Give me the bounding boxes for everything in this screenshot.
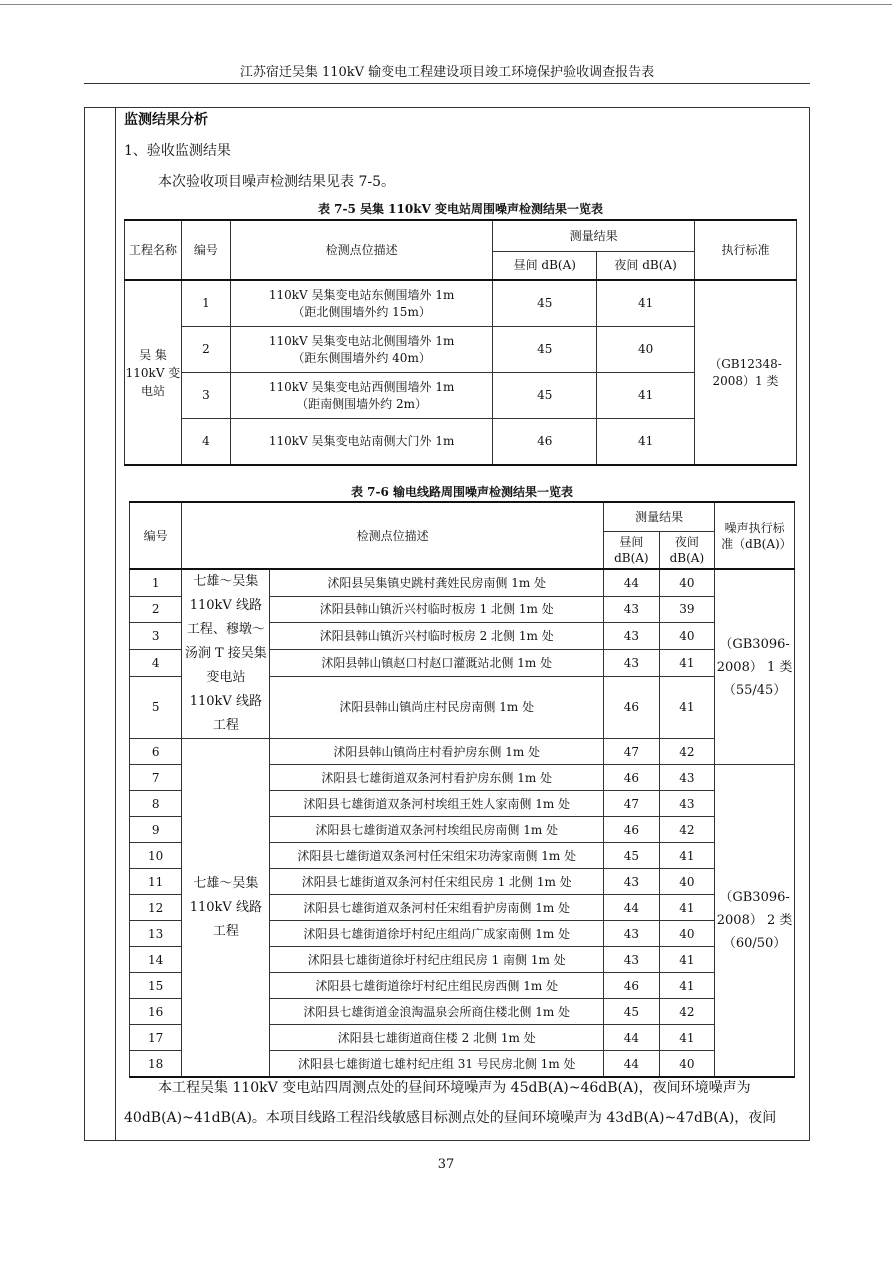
page-top-rule	[0, 4, 892, 5]
row-night-value: 41	[659, 649, 715, 676]
page-number: 37	[437, 1157, 455, 1172]
row-number: 2	[130, 596, 182, 623]
location-line: 110kV 吴集变电站北侧围墙外 1m	[268, 333, 455, 348]
header-number: 编号	[130, 502, 182, 569]
substation-noise-table	[124, 219, 797, 466]
row-night-value: 40	[659, 569, 715, 596]
row-location: 沭阳县七雄街道双条河村埃组王姓人家南侧 1m 处	[270, 791, 604, 817]
row-location	[230, 327, 492, 373]
row-location: 110kV 吴集变电站南侧大门外 1m	[230, 419, 492, 466]
row-location: 沭阳县韩山镇沂兴村临时板房 2 北侧 1m 处	[270, 623, 604, 650]
row-number: 10	[130, 843, 182, 869]
location-note: （距东侧围墙外约 40m）	[292, 350, 431, 365]
row-day-value: 45	[604, 843, 660, 869]
intro-paragraph: 本次验收项目噪声检测结果见表 7-5。	[158, 174, 395, 190]
row-night-value: 42	[659, 739, 715, 765]
row-location: 沭阳县七雄街道徐圩村纪庄组尚广成家南侧 1m 处	[270, 921, 604, 947]
row-day-value: 44	[604, 1051, 660, 1078]
table-7-6-caption: 表 7-6 输电线路周围噪声检测结果一览表	[350, 485, 574, 499]
header-standard: 执行标准	[695, 220, 797, 280]
row-number: 4	[181, 419, 230, 466]
row-day-value: 43	[604, 649, 660, 676]
row-night-value: 43	[659, 765, 715, 791]
row-day-value: 46	[604, 973, 660, 999]
conclusion-line-1: 本工程吴集 110kV 变电站四周测点处的昼间环境噪声为 45dB(A)~46dB(A)，夜间环境噪声为	[158, 1080, 751, 1096]
conclusion-paragraph	[124, 1073, 808, 1133]
location-note: （距南侧围墙外约 2m）	[296, 396, 428, 411]
row-location: 沭阳县七雄街道双条河村看护房东侧 1m 处	[270, 765, 604, 791]
row-day-value: 44	[604, 569, 660, 596]
row-location: 沭阳县七雄街道七雄村纪庄组 31 号民房北侧 1m 处	[270, 1051, 604, 1078]
row-night-value: 40	[659, 623, 715, 650]
row-location: 沭阳县七雄街道商住楼 2 北侧 1m 处	[270, 1025, 604, 1051]
row-night-value: 40	[659, 921, 715, 947]
row-night-value: 40	[659, 1051, 715, 1078]
row-location: 沭阳县七雄街道金浪淘温泉会所商住楼北侧 1m 处	[270, 999, 604, 1025]
location-line: 110kV 吴集变电站西侧围墙外 1m	[268, 379, 455, 394]
row-night-value: 41	[659, 1025, 715, 1051]
row-day-value: 45	[604, 999, 660, 1025]
row-day-value: 43	[604, 921, 660, 947]
row-day-value: 46	[604, 676, 660, 739]
row-number: 14	[130, 947, 182, 973]
row-day-value: 47	[604, 739, 660, 765]
station-standard: （GB12348-2008）1 类	[695, 280, 797, 465]
row-location: 沭阳县吴集镇史跳村龚姓民房南侧 1m 处	[270, 569, 604, 596]
row-night-value: 41	[597, 373, 695, 419]
row-location: 沭阳县七雄街道双条河村任宋组宋功涛家南侧 1m 处	[270, 843, 604, 869]
section-title: 监测结果分析	[124, 112, 208, 128]
header-night: 夜间 dB(A)	[597, 252, 695, 281]
line-section-2: 七雄～吴集 110kV 线路工程	[182, 739, 270, 1078]
row-day-value: 46	[493, 419, 597, 466]
row-number: 15	[130, 973, 182, 999]
station-name: 吴 集 110kV 变电站	[125, 280, 182, 465]
row-night-value: 41	[659, 947, 715, 973]
row-day-value: 44	[604, 895, 660, 921]
row-number: 1	[130, 569, 182, 596]
row-night-value: 41	[659, 895, 715, 921]
header-number: 编号	[181, 220, 230, 280]
table-7-5-caption: 表 7-5 吴集 110kV 变电站周围噪声检测结果一览表	[317, 202, 604, 216]
row-number: 1	[181, 280, 230, 327]
row-night-value: 41	[597, 280, 695, 327]
row-day-value: 43	[604, 623, 660, 650]
row-day-value: 43	[604, 596, 660, 623]
line-section-1: 七雄～吴集 110kV 线路工程、穆墩～汤涧 T 接吴集变电站 110kV 线路工程	[182, 569, 270, 739]
row-day-value: 43	[604, 869, 660, 895]
location-line: 110kV 吴集变电站东侧围墙外 1m	[268, 287, 455, 302]
header-project-name: 工程名称	[125, 220, 182, 280]
frame-inner-border	[115, 107, 116, 1140]
row-location: 沭阳县七雄街道双条河村任宋组看护房南侧 1m 处	[270, 895, 604, 921]
header-result: 测量结果	[604, 502, 715, 532]
row-number: 18	[130, 1051, 182, 1078]
row-number: 2	[181, 327, 230, 373]
row-number: 3	[130, 623, 182, 650]
row-location	[230, 373, 492, 419]
header-location: 检测点位描述	[182, 502, 604, 569]
header-standard: 噪声执行标准（dB(A)）	[715, 502, 795, 569]
row-night-value: 41	[659, 973, 715, 999]
row-night-value: 41	[659, 843, 715, 869]
row-day-value: 47	[604, 791, 660, 817]
row-day-value: 44	[604, 1025, 660, 1051]
row-location: 沭阳县韩山镇沂兴村临时板房 1 北侧 1m 处	[270, 596, 604, 623]
row-number: 12	[130, 895, 182, 921]
row-number: 4	[130, 649, 182, 676]
header-location: 检测点位描述	[230, 220, 492, 280]
location-note: （距北侧围墙外约 15m）	[292, 304, 431, 319]
row-number: 16	[130, 999, 182, 1025]
row-number: 13	[130, 921, 182, 947]
header-night: 夜间 dB(A)	[659, 532, 715, 570]
row-location: 沭阳县七雄街道徐圩村纪庄组民房 1 南侧 1m 处	[270, 947, 604, 973]
line-noise-table	[129, 501, 795, 1078]
header-day: 昼间 dB(A)	[604, 532, 660, 570]
row-number: 8	[130, 791, 182, 817]
row-night-value: 39	[659, 596, 715, 623]
conclusion-line-2: 40dB(A)~41dB(A)。本项目线路工程沿线敏感目标测点处的昼间环境噪声为 43dB(A)~47dB(A)，夜间	[124, 1110, 777, 1126]
row-number: 7	[130, 765, 182, 791]
row-location: 沭阳县韩山镇赵口村赵口灌溉站北侧 1m 处	[270, 649, 604, 676]
row-night-value: 40	[597, 327, 695, 373]
row-night-value: 42	[659, 999, 715, 1025]
line-standard-2: （GB3096-2008） 2 类 （60/50）	[715, 765, 795, 1078]
row-location: 沭阳县七雄街道双条河村埃组民房南侧 1m 处	[270, 817, 604, 843]
row-day-value: 45	[493, 327, 597, 373]
line-standard-1: （GB3096-2008） 1 类 （55/45）	[715, 569, 795, 765]
row-location: 沭阳县七雄街道徐圩村纪庄组民房西侧 1m 处	[270, 973, 604, 999]
subsection-title: 1、验收监测结果	[124, 143, 231, 159]
row-night-value: 40	[659, 869, 715, 895]
row-day-value: 46	[604, 817, 660, 843]
row-night-value: 43	[659, 791, 715, 817]
row-number: 11	[130, 869, 182, 895]
row-day-value: 46	[604, 765, 660, 791]
row-day-value: 45	[493, 373, 597, 419]
row-day-value: 45	[493, 280, 597, 327]
row-location: 沭阳县韩山镇尚庄村看护房东侧 1m 处	[270, 739, 604, 765]
header-day: 昼间 dB(A)	[493, 252, 597, 281]
row-night-value: 41	[659, 676, 715, 739]
header-divider	[84, 83, 810, 84]
row-number: 5	[130, 676, 182, 739]
header-result: 测量结果	[493, 220, 695, 252]
row-location: 沭阳县韩山镇尚庄村民房南侧 1m 处	[270, 676, 604, 739]
row-location: 沭阳县七雄街道双条河村任宋组民房 1 北侧 1m 处	[270, 869, 604, 895]
row-number: 17	[130, 1025, 182, 1051]
row-number: 9	[130, 817, 182, 843]
row-number: 6	[130, 739, 182, 765]
row-night-value: 41	[597, 419, 695, 466]
row-number: 3	[181, 373, 230, 419]
row-night-value: 42	[659, 817, 715, 843]
row-location	[230, 280, 492, 327]
page-header: 江苏宿迁吴集 110kV 输变电工程建设项目竣工环境保护验收调查报告表	[239, 65, 655, 80]
row-day-value: 43	[604, 947, 660, 973]
